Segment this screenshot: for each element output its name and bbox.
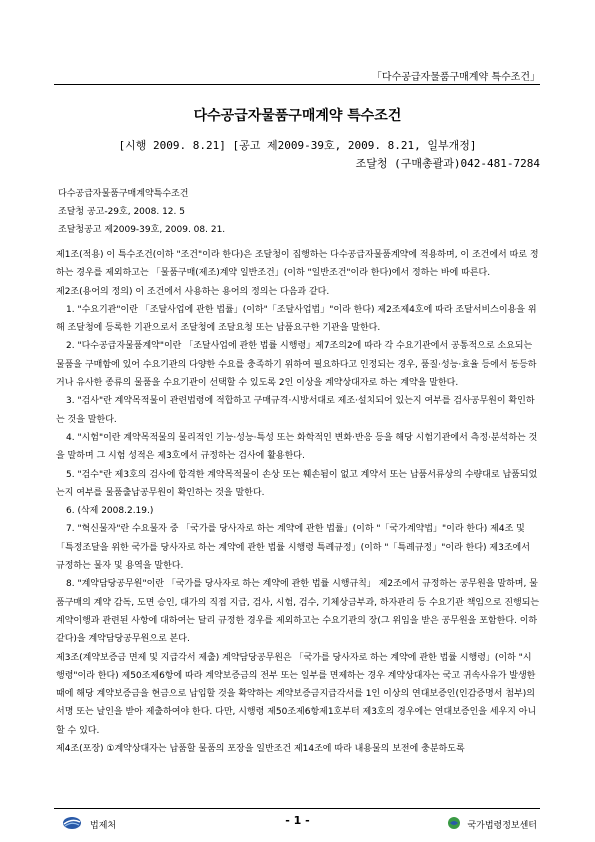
article-2-item-8: 8. "계약담당공무원"이란 「국가를 당사자로 하는 계약에 관한 법률 시행규칙」 제2조에서 규정하는 공무원을 말하며, 물품구매의 계약 감독, 도면 승인, 대가의 직접 지급, 검사, 시험, 검수, 기체상금부과, 하자관리 등 수요기관 책임으로 진행되는 계약이행과 관련된 사항에 대하여는 달리 규정한 경우를 제외하고는 수요기관의 장(그 위임을 받은 공무원을 포함한다. 이하 같다)을 계약담당공무원으로 본다. <box>56 579 540 645</box>
footer-divider <box>54 808 540 809</box>
reference-line-3: 조달청공고 제2009-39호, 2009. 08. 21. <box>58 225 226 235</box>
document-title: 다수공급자물품구매계약 특수조건 <box>193 108 402 124</box>
article-2-item-4: 4. "시험"이란 계약목적물의 물리적인 기능·성능·특성 또는 화학적인 변화·반응 등을 해당 시험기관에서 측정·분석하는 것을 말하며 그 시험 성적은 제3호에서 규정하는 검사에 활용한다. <box>56 432 538 462</box>
article-2-item-2: 2. "다수공급자물품계약"이란 「조달사업에 관한 법률 시행령」제7조의2에 따라 각 수요기관에서 공통적으로 소요되는 물품을 구매함에 있어 수요기관의 다양한 수요를 충족하기 위하여 필요하다고 인정되는 경우, 품질·성능·효율 등에서 동등하거나 유사한 종류의 물품을 수요기관이 선택할 수 있도록 2인 이상을 계약상대자로 하는 계약을 말한다. <box>56 341 537 389</box>
article-2-item-5: 5. "검수"란 제3호의 검사에 합격한 계약목적물이 손상 또는 훼손됨이 없고 계약서 또는 납품서류상의 수량대로 납품되었는지 여부를 물품출납공무원이 확인하는 것을 말한다. <box>56 469 538 498</box>
footer-law-center <box>447 816 537 833</box>
reference-line-2: 조달청 공고-29호, 2008. 12. 5 <box>58 207 185 217</box>
reference-line-1: 다수공급자물품구매계약특수조건 <box>58 189 189 199</box>
document-subtitle: [시행 2009. 8.21] [공고 제2009-39호, 2009. 8.21, 일부개정] <box>118 139 477 152</box>
article-3: 제3조(계약보증금 면제 및 지급각서 제출) 계약담당공무원은 「국가를 당사자로 하는 계약에 관한 법률 시행령」(이하 "시행령"이라 한다) 제50조제6항에 따라 계약보증금의 전부 또는 일부를 면제하는 경우 계약상대자는 국고 귀속사유가 발생한 때에 해당 계약보증금을 현금으로 납입할 것을 확약하는 계약보증금지급각서를 1인 이상의 연대보증인(인감증명서 첨부)의 서명 또는 날인을 받아 제출하여야 한다. 다만, 시행령 제50조제6항제1호부터 제3호의 경우에는 연대보증인을 세우지 아니할 수 있다. <box>56 652 537 736</box>
footer-right-label: 국가법령정보센터 <box>467 821 537 831</box>
article-2-item-6: 6. (삭제 2008.2.19.) <box>66 506 154 517</box>
footer-left-label: 법제처 <box>90 821 117 831</box>
article-2-item-3: 3. "검사"란 계약목적물이 관련법령에 적합하고 구매규격·시방서대로 제조·설치되어 있는지 여부를 검사공무원이 확인하는 것을 말한다. <box>56 396 535 425</box>
article-2-item-7: 7. "혁신물자"란 수요물자 중 「국가를 당사자로 하는 계약에 관한 법률」(이하 "「국가계약법」"이라 한다) 제4조 및 「특정조달을 위한 국가를 당사자로 하는 계약에 관한 법률 시행령 특례규정」(이하 "「특례규정」"이라 한다) 제3조에서 규정하는 물자 및 용역을 말한다. <box>56 524 530 572</box>
document-body <box>56 246 540 758</box>
article-2: 제2조(용어의 정의) 이 조건에서 사용하는 용어의 정의는 다음과 같다. <box>56 286 330 297</box>
header-document-tag: 「다수공급자물품구매계약 특수조건」 <box>371 72 540 83</box>
article-4: 제4조(포장) ①계약상대자는 납품할 물품의 포장을 일반조건 제14조에 따라 내용물의 보전에 충분하도록 <box>56 744 465 755</box>
header-divider <box>54 84 540 85</box>
article-1: 제1조(적용) 이 특수조건(이하 "조건"이라 한다)은 조달청이 집행하는 다수공급자물품계약에 적용하며, 이 조건에서 따로 정하는 경우를 제외하고는 「물품구매(제조)계약 일반조건」(이하 "일반조건"이라 한다)에서 정하는 바에 따른다. <box>56 250 539 279</box>
contact-info: 조달청 (구매총괄과)042-481-7284 <box>355 157 540 170</box>
law-center-logo-icon <box>447 816 461 833</box>
article-2-item-1: 1. "수요기관"이란 「조달사업에 관한 법률」(이하"「조달사업법」"이라 한다) 제2조제4호에 따라 조달서비스이용을 위해 조달청에 등록한 기관으로서 조달청에 조달요청 또는 납품요구한 기관을 말한다. <box>56 304 537 334</box>
page-number: - 1 - <box>285 814 310 827</box>
